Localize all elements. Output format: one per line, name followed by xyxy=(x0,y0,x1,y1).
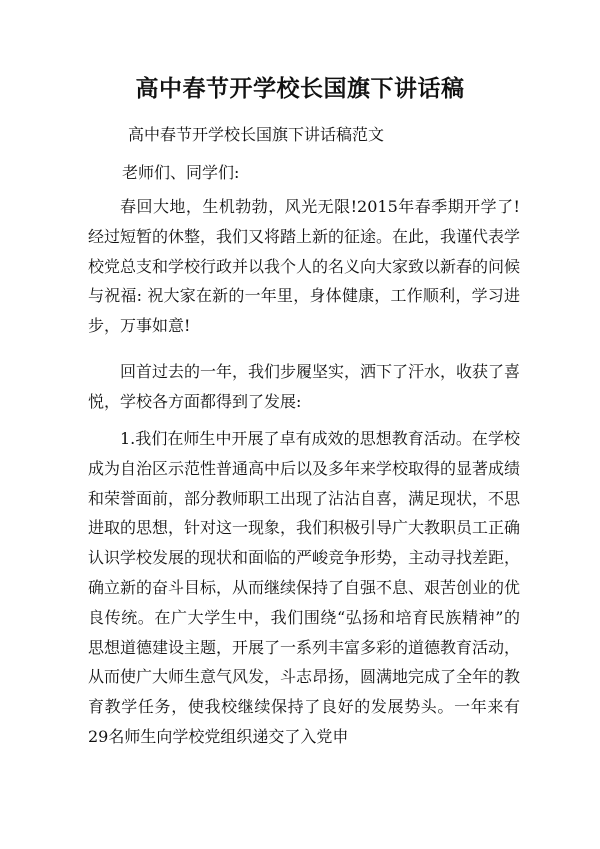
paragraph-review: 回首过去的一年，我们步履坚实，洒下了汗水，收获了喜悦，学校各方面都得到了发展: xyxy=(88,362,521,411)
paragraph-opening: 春回大地，生机勃勃，风光无限!2015年春季期开学了!经过短暂的休整，我们又将踏上新的征途。在此，我谨代表学校党总支和学校行政并以我个人的名义向大家致以新春的问候与祝福: 祝大家在新的一年里，身体健康，工作顺利，学习进步，万事如意! xyxy=(88,197,521,336)
document-subtitle: 高中春节开学校长国旗下讲话稿范文 xyxy=(128,125,385,144)
paragraph-point-1: 1.我们在师生中开展了卓有成效的思想教育活动。在学校成为自治区示范性普通高中后以及多年来学校取得的显著成绩和荣誉面前，部分教师职工出现了沾沾自喜，满足现状，不思进取的思想，针对这一现象，我们积极引导广大教职员工正确认识学校发展的现状和面临的严峻竞争形势，主动寻找差距，确立新的奋斗目标，从而继续保持了自强不息、艰苦创业的优良传统。在广大学生中，我们围绕“弘扬和培育民族精神”的思想道德建设主题，开展了一系列丰富多彩的道德教育活动，从而使广大师生意气风发，斗志昂扬，圆满地完成了全年的教育教学任务，使我校继续保持了良好的发展势头。一年来有29名师生向学校党组织递交了入党申 xyxy=(88,429,521,746)
document-title: 高中春节开学校长国旗下讲话稿 xyxy=(135,75,465,102)
greeting-line: 老师们、同学们: xyxy=(122,163,240,182)
